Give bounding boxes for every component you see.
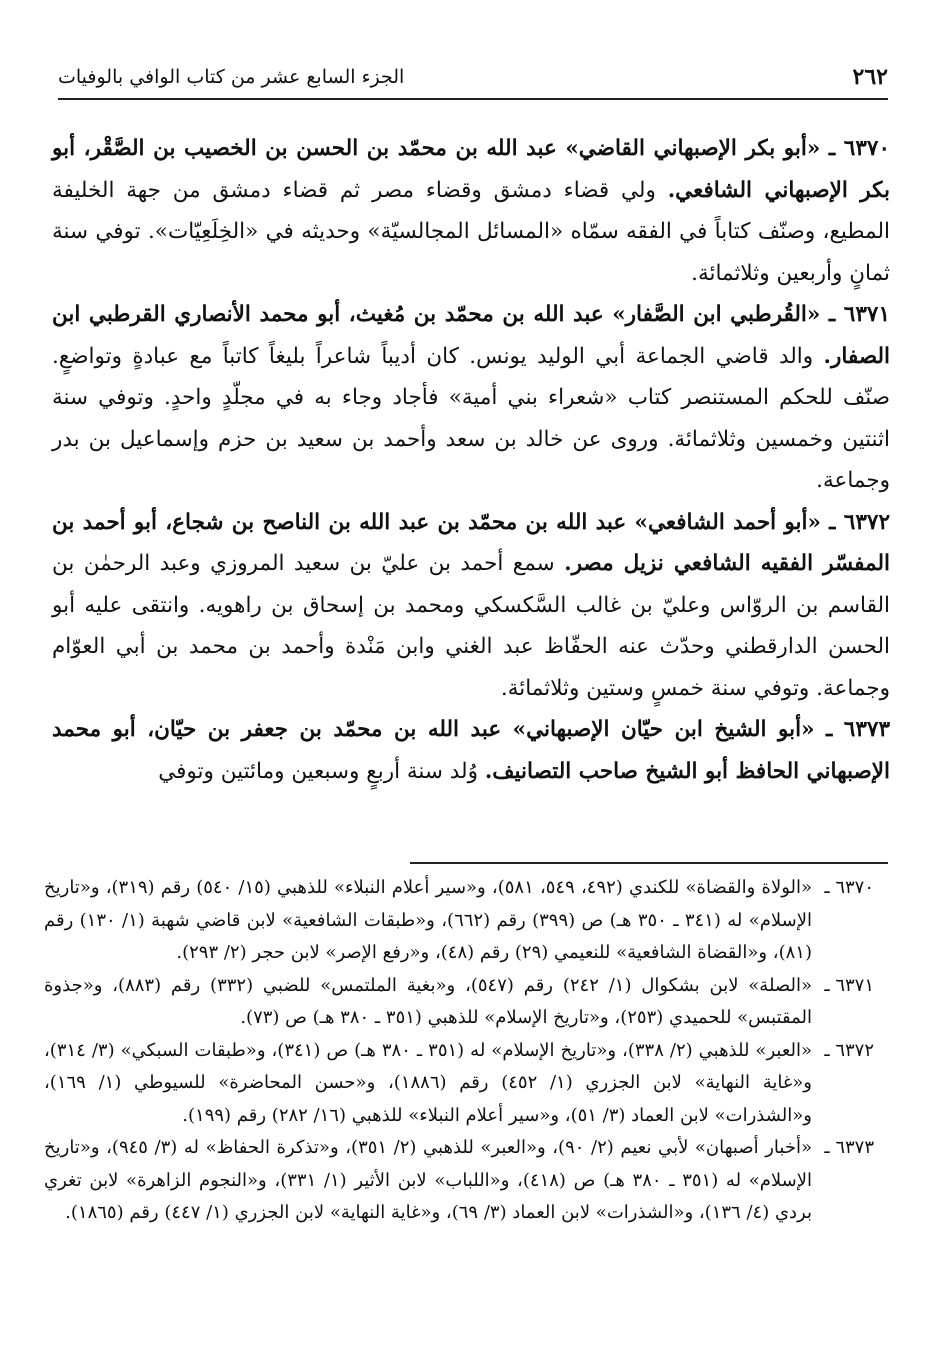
footnote [44,1132,874,1230]
entry-heading: ٦٣٧٠ ـ «أبو بكر الإصبهاني القاضي» عبد الله بن محمّد بن الحسن بن الخصيب بن الصَّقْر، أبو بكر الإصبهاني الشافعي. [52,136,890,203]
biography-entry [52,128,890,294]
running-title: الجزء السابع عشر من كتاب الوافي بالوفيات [58,66,405,88]
footnote [44,970,874,1035]
page-number: ٢٦٢ [852,64,888,90]
entry-body: سمع أحمد بن عليّ بن سعيد المروزي وعبد الرحمٰن بن القاسم بن الروّاس وعليّ بن غالب السَّكسكي ومحمد بن إسحاق بن راهويه. وانتقى عليه أبو الحسن الدارقطني وحدّث عنه الحفّاظ عبد الغني وابن مَنْدة وأحمد بن محمد بن أبي العوّام وجماعة. وتوفي سنة خمسٍ وستين وثلاثمائة. [52,551,890,701]
footnote-number: ٦٣٧٢ ـ [824,1039,874,1061]
biography-entry [52,294,890,502]
biography-entry [52,502,890,710]
footnote [44,1035,874,1133]
entry-body: وُلد سنة أربعٍ وسبعين ومائتين وتوفي [158,758,485,784]
entry-heading: ٦٣٧٣ ـ «أبو الشيخ ابن حيّان الإصبهاني» عبد الله بن محمّد بن جعفر بن حيّان، أبو محمد الإصبهاني الحافظ أبو الشيخ صاحب التصانيف. [52,717,890,784]
main-text [52,128,890,792]
footnote-number: ٦٣٧١ ـ [824,974,874,996]
entry-body: والد قاضي الجماعة أبي الوليد يونس. كان أديباً شاعراً بليغاً كاتباً مع عبادةٍ وتواضعٍ. صنّف للحكم المستنصر كتاب «شعراء بني أمية» فأجاد وجاء به في مجلّدٍ واحدٍ. وتوفي سنة اثنتين وخمسين وثلاثمائة. وروى عن خالد بن سعد وأحمد بن سعيد بن حزم وإسماعيل بن بدر وجماعة. [52,343,890,493]
biography-entry [52,709,890,792]
footnote-text: «أخبار أصبهان» لأبي نعيم (٢/ ٩٠)، و«العبر» للذهبي (٢/ ٣٥١)، و«تذكرة الحفاظ» له (٣/ ٩٤٥)، و«تاريخ الإسلام» له (٣٥١ ـ ٣٨٠ هـ) ص (٤١٨)، و«اللباب» لابن الأثير (١/ ٣٣١)، و«النجوم الزاهرة» لابن تغري بردي (٤/ ١٣٦)، و«الشذرات» لابن العماد (٣/ ٦٩)، و«غاية النهاية» لابن الجزري (١/ ٤٤٧) رقم (١٨٦٥). [44,1137,812,1223]
page-header [58,62,888,100]
footnote-text: «العبر» للذهبي (٢/ ٣٣٨)، و«تاريخ الإسلام» له (٣٥١ ـ ٣٨٠ هـ) ص (٣٤١)، و«طبقات السبكي» (٣/ ٣١٤)، و«غاية النهاية» لابن الجزري (١/ ٤٥٢) رقم (١٨٨٦)، و«حسن المحاضرة» للسيوطي (١/ ١٦٩)، و«الشذرات» لابن العماد (٣/ ٥١)، و«سير أعلام النبلاء» للذهبي (١٦/ ٢٨٢) رقم (١٩٩). [44,1039,812,1126]
footnote-number: ٦٣٧٠ ـ [824,877,874,898]
entry-body: ولي قضاء دمشق وقضاء مصر ثم قضاء دمشق من جهة الخليفة المطيع، وصنّف كتاباً في الفقه سمّاه «المسائل المجالسيّة» وحديثه في «الخِلَعِيّات». توفي سنة ثمانٍ وأربعين وثلاثمائة. [52,177,890,286]
footnotes [44,872,874,1230]
footnote-text: «الولاة والقضاة» للكندي (٤٩٢، ٥٤٩، ٥٨١)، و«سير أعلام النبلاء» للذهبي (١٥/ ٥٤٠) رقم (٣١٩)، و«تاريخ الإسلام» له (٣٤١ ـ ٣٥٠ هـ) ص (٣٩٩) رقم (٦٦٢)، و«طبقات الشافعية» لابن قاضي شهبة (١/ ١٣٠) رقم (٨١)، و«القضاة الشافعية» للنعيمي (٢٩) رقم (٤٨)، و«رفع الإصر» لابن حجر (٢/ ٢٩٣). [44,877,813,963]
entry-heading: ٦٣٧١ ـ «القُرطبي ابن الصَّفار» عبد الله بن محمّد بن مُغيث، أبو محمد الأنصاري القرطبي ابن الصفار. [52,302,890,369]
footnote-text: «الصلة» لابن بشكوال (١/ ٢٤٢) رقم (٥٤٧)، و«بغية الملتمس» للضبي (٣٣٢) رقم (٨٨٣)، و«جذوة المقتبس» للحميدي (٢٥٣)، و«تاريخ الإسلام» للذهبي (٣٥١ ـ ٣٨٠ هـ) ص (٧٣). [44,974,813,1028]
footnote-divider [410,862,888,864]
entry-heading: ٦٣٧٢ ـ «أبو أحمد الشافعي» عبد الله بن محمّد بن عبد الله بن الناصح بن شجاع، أبو أحمد بن المفسّر الفقيه الشافعي نزيل مصر. [52,509,890,576]
footnote-number: ٦٣٧٣ ـ [824,1137,874,1158]
footnote [44,872,874,970]
